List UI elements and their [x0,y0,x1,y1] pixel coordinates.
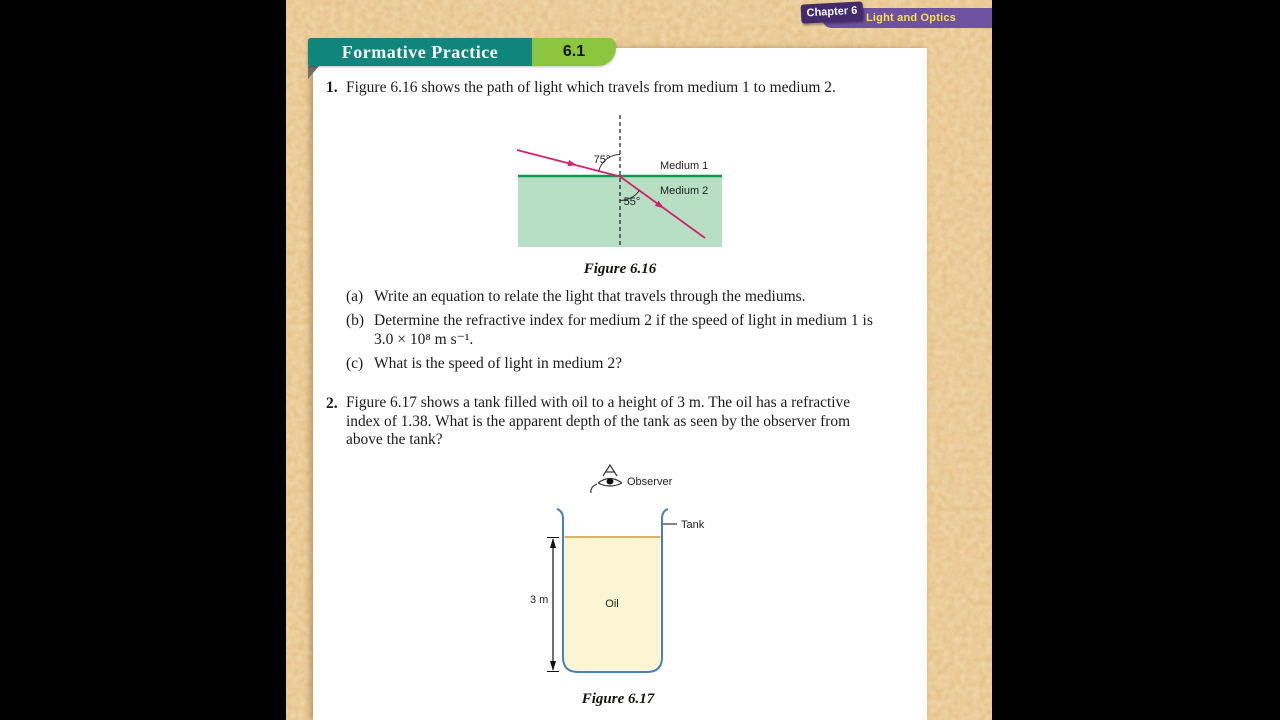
question-1b-label: (b) [346,312,365,329]
question-2 [326,394,873,450]
tank-label: Tank [681,519,705,531]
medium2-label: Medium 2 [660,185,709,197]
medium1-label: Medium 1 [660,160,709,172]
depth-dimension-arrow [547,538,559,672]
question-1a [346,287,898,306]
formative-practice-banner [308,38,616,66]
chapter-title-banner: Light and Optics [822,8,992,28]
question-2-number: 2. [326,395,338,412]
question-1 [326,78,906,97]
question-2-text: Figure 6.17 shows a tank filled with oil to a height of 3 m. The oil has a refractive index of 1.38. What is the apparent depth of the tank as seen by the observer from above the tank? [346,394,851,449]
figure-6-16-caption: Figure 6.16 [583,261,657,277]
observer-label: Observer [627,476,673,488]
question-1-parts [346,287,898,378]
left-letterbox [0,0,286,720]
formative-practice-title: Formative Practice [308,38,532,66]
observer-eye-icon [591,465,622,493]
textbook-page [313,48,927,720]
question-1b-text: Determine the refractive index for medium 2 if the speed of light in medium 1 is 3.0 × 10⁸ m s⁻¹. [374,312,873,348]
incidence-angle-label: 75° [593,154,611,166]
figure-6-17-caption: Figure 6.17 [581,691,655,707]
question-1-number: 1. [326,79,338,96]
depth-label: 3 m [530,594,549,606]
question-1a-label: (a) [346,288,364,305]
question-1b [346,311,898,349]
figure-6-17-tank-diagram [520,462,720,688]
question-1c [346,354,898,373]
question-1-text: Figure 6.16 shows the path of light which travels from medium 1 to medium 2. [346,79,836,96]
chapter-number-badge: Chapter 6 [801,1,864,23]
question-1c-text: What is the speed of light in medium 2? [374,355,622,372]
refraction-angle-label: 55° [623,196,641,208]
question-1a-text: Write an equation to relate the light that travels through the mediums. [374,288,806,305]
question-1c-label: (c) [346,355,364,372]
right-letterbox [992,0,1280,720]
incident-ray-arrowhead [567,160,577,168]
oil-label: Oil [605,598,619,610]
section-number-tab: 6.1 [532,38,616,66]
banner-fold [308,66,319,79]
figure-6-16-refraction-diagram [503,110,743,250]
